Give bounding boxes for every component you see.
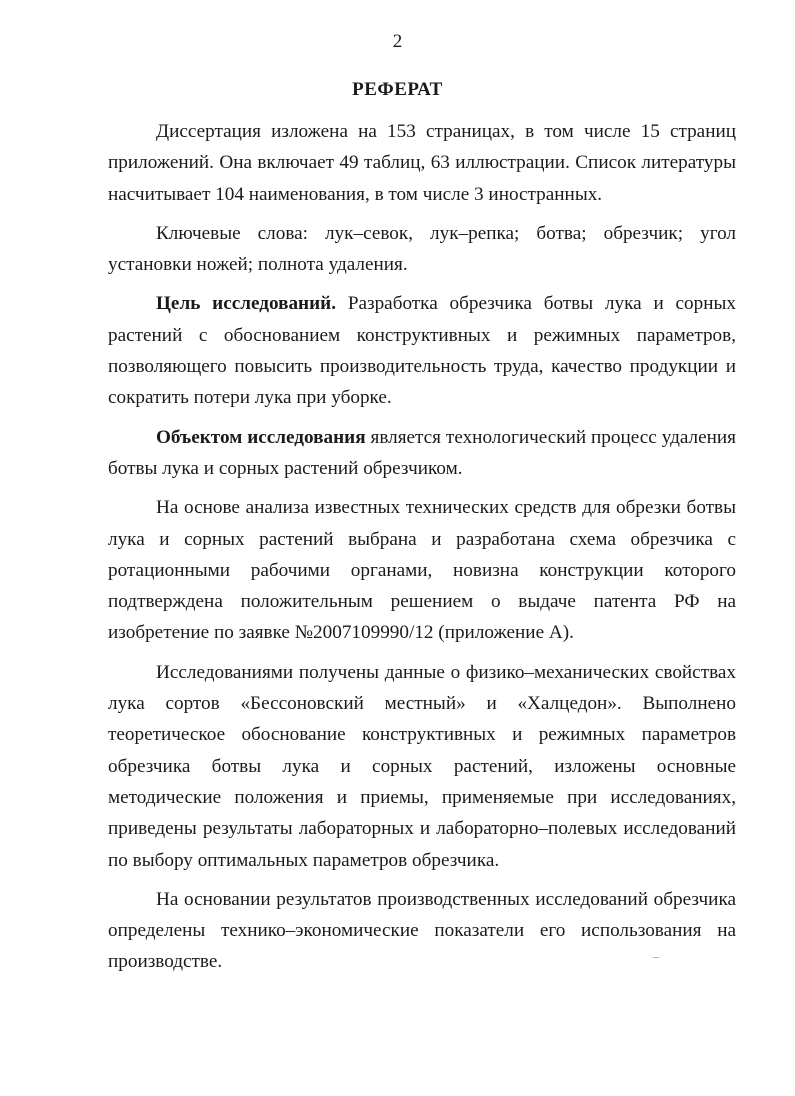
goal-lead: Цель исследований. <box>156 293 337 315</box>
paragraph-research: Исследованиями получены данные о физико–механических свойствах лука сортов «Бессоновский местный» и «Халцедон». Выполнено теоретическое обоснование конструктивных и режимных параметров обрезчика ботвы лука и сорных растений, изложены основные методические положения и приемы, применяемые при исследованиях, приведены результаты лабораторных и лабораторно–полевых исследований по выбору оптимальных параметров обрезчика. <box>108 661 736 871</box>
paragraph-economics: На основании результатов производственных исследований обрезчика определены технико–экономические показатели его использования на производстве. <box>108 888 736 973</box>
page-number: 2 <box>392 31 403 52</box>
abstract-body <box>108 116 736 986</box>
paragraph-object <box>108 422 736 485</box>
section-heading: РЕФЕРАТ <box>352 79 443 100</box>
object-lead: Объектом исследования <box>156 426 366 448</box>
paragraph-goal <box>108 288 736 413</box>
goal-text: Разработка обрезчика ботвы лука и сорных растений с обоснованием конструктивных и режимных параметров, позволяющего повысить производительность труда, качество продукции и сократить потери лука при уборке. <box>108 293 736 409</box>
paragraph-design: На основе анализа известных технических средств для обрезки ботвы лука и сорных растений выбрана и разработана схема обрезчика с ротационными рабочими органами, новизна конструкции которого подтверждена положительным решением о выдаче патента РФ на изобретение по заявке №2007109990/12 (приложение А). <box>108 497 736 644</box>
paragraph-keywords: Ключевые слова: лук–севок, лук–репка; ботва; обрезчик; угол установки ножей; полнота удаления. <box>108 222 736 276</box>
scan-speck <box>653 957 659 958</box>
paragraph-volume: Диссертация изложена на 153 страницах, в том числе 15 страниц приложений. Она включает 49 таблиц, 63 иллюстрации. Список литературы насчитывает 104 наименования, в том числе 3 иностранных. <box>108 121 736 205</box>
object-text: является технологический процесс удаления ботвы лука и сорных растений обрезчиком. <box>108 426 736 479</box>
